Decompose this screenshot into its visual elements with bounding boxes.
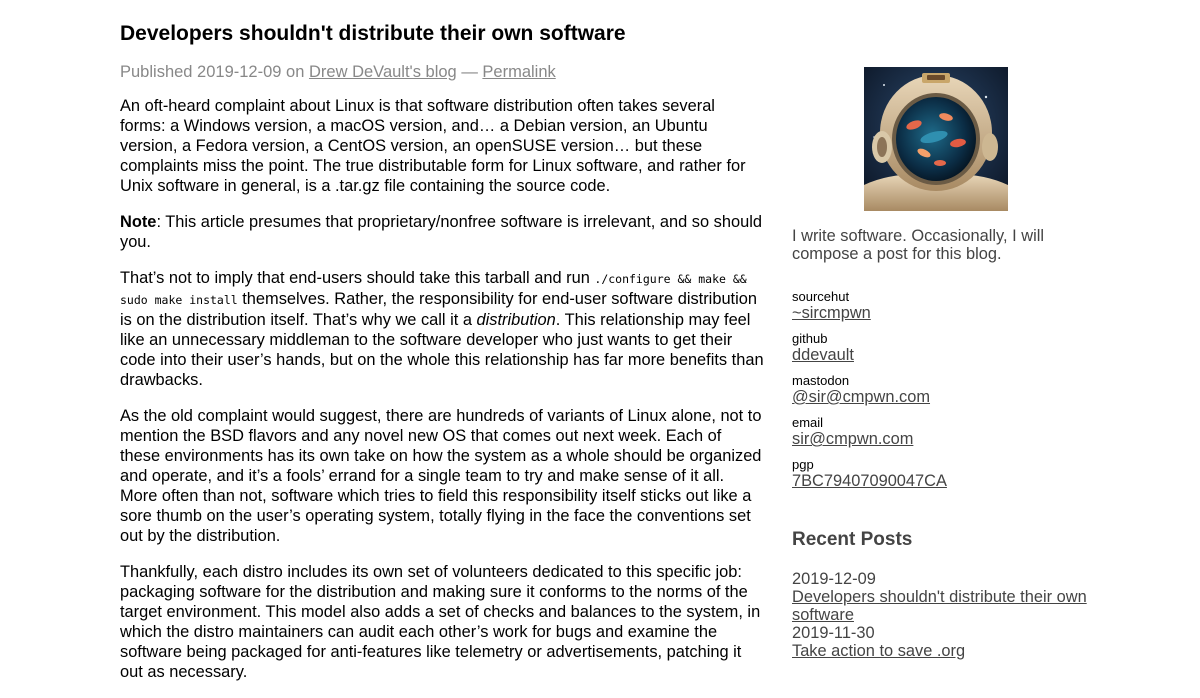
avatar xyxy=(864,67,1008,211)
recent-post-link[interactable]: Take action to save .org xyxy=(792,642,966,660)
paragraph-3 xyxy=(120,268,765,390)
author-bio: I write software. Occasionally, I will compose a post for this blog. xyxy=(792,227,1044,263)
recent-post-date: 2019-11-30 xyxy=(792,624,875,642)
mastodon-link[interactable]: @sir@cmpwn.com xyxy=(792,388,931,406)
github-link[interactable]: ddevault xyxy=(792,346,854,364)
article-title: Developers shouldn't distribute their own software xyxy=(120,22,626,45)
distribution-emphasis: distribution xyxy=(476,311,556,329)
install-command: ./configure && make && sudo make install xyxy=(120,272,747,307)
contact-sourcehut xyxy=(792,289,1092,331)
pgp-link[interactable]: 7BC79407090047CA xyxy=(792,472,947,490)
recent-post xyxy=(792,570,1087,624)
recent-post-link[interactable]: Developers shouldn't distribute their own software xyxy=(792,588,1087,624)
p3-text-c: . This relationship may feel like an unnecessary middleman to the software developer who just wants to get their code into their user’s hands, but on the whole this relationship has far more benefits than drawbacks. xyxy=(120,311,764,389)
p3-text-b: themselves. Rather, the responsibility for end-user software distribution is on the distribution itself. That’s why we call it a xyxy=(120,290,757,329)
sourcehut-link[interactable]: ~sircmpwn xyxy=(792,304,871,322)
contact-list xyxy=(792,289,1092,499)
permalink-link[interactable]: Permalink xyxy=(482,63,556,81)
paragraph-2 xyxy=(120,212,765,252)
astronaut-avatar-icon xyxy=(864,67,1008,211)
contact-github xyxy=(792,331,1092,373)
contact-label: email xyxy=(792,415,824,430)
contact-mastodon xyxy=(792,373,1092,415)
recent-posts-heading: Recent Posts xyxy=(792,529,913,550)
meta-separator: — xyxy=(456,63,483,81)
note-text: : This article presumes that proprietary/nonfree software is irrelevant, and so should you. xyxy=(120,213,762,251)
email-link[interactable]: sir@cmpwn.com xyxy=(792,430,914,448)
contact-label: github xyxy=(792,331,828,346)
paragraph-1: An oft-heard complaint about Linux is that software distribution often takes several forms: a Windows version, a macOS version, and… a Debian version, an Ubuntu version, a Fedora version, a CentOS version, an openSUSE version… but these complaints miss the point. The true distributable form for Linux software, and rather for Unix software in general, is a .tar.gz file containing the source code. xyxy=(120,97,746,195)
note-label: Note xyxy=(120,213,157,231)
p3-text-a: That’s not to imply that end-users should take this tarball and run xyxy=(120,269,595,287)
article-meta xyxy=(120,62,760,82)
recent-posts-list xyxy=(792,570,1087,660)
recent-post-date: 2019-12-09 xyxy=(792,570,876,588)
contact-label: mastodon xyxy=(792,373,850,388)
contact-label: sourcehut xyxy=(792,289,850,304)
blog-link[interactable]: Drew DeVault's blog xyxy=(308,63,457,81)
contact-label: pgp xyxy=(792,457,814,472)
contact-pgp xyxy=(792,457,1092,499)
contact-email xyxy=(792,415,1092,457)
paragraph-4: As the old complaint would suggest, there are hundreds of variants of Linux alone, not to mention the BSD flavors and any novel new OS that comes out next week. Each of these environments has its own take on how the system as a whole should be organized and operate, and it’s a fools’ errand for a single team to try and make sense of it all. More often than not, software which tries to field this responsibility itself sticks out like a sore thumb on the user’s operating system, totally flying in the face the conventions set out by the distribution. xyxy=(120,407,762,545)
recent-post xyxy=(792,624,1087,660)
article-body xyxy=(120,96,765,698)
published-date: Published 2019-12-09 on xyxy=(120,63,309,81)
paragraph-5: Thankfully, each distro includes its own set of volunteers dedicated to this specific job: packaging software for the distribution and making sure it conforms to the norms of the target environment. This model also adds a set of checks and balances to the system, in which the distro maintainers can audit each other’s work for bugs and examine the software being packaged for anti-features like telemetry or advertisements, patching it out as necessary. xyxy=(120,563,761,681)
